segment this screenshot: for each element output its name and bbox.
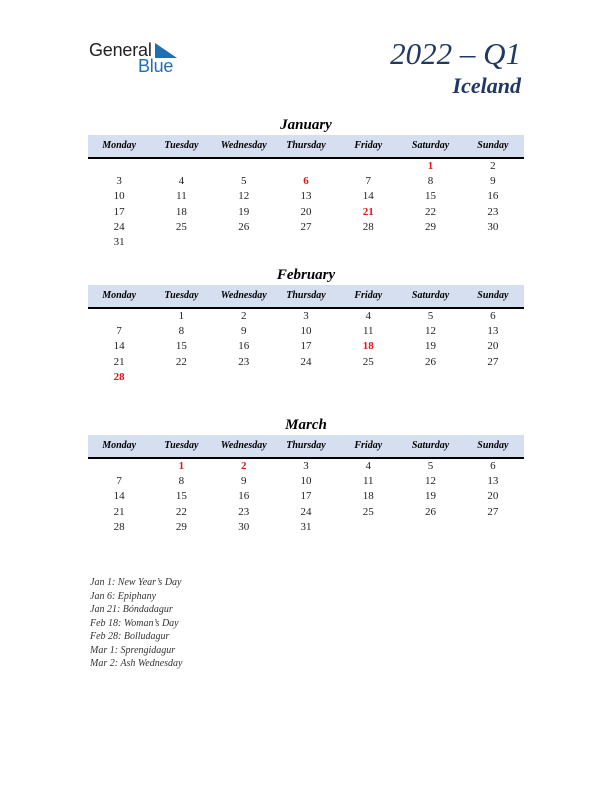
date-cell: 9 bbox=[240, 325, 247, 338]
weekday-header: Saturday bbox=[411, 290, 450, 301]
date-cell: 20 bbox=[487, 340, 499, 353]
weekday-header-row bbox=[88, 285, 524, 309]
date-cell: 9 bbox=[240, 475, 247, 488]
date-cell: 1 bbox=[178, 310, 185, 322]
date-cell: 3 bbox=[303, 310, 309, 322]
weekday-header: Wednesday bbox=[220, 140, 267, 151]
date-cell: 5 bbox=[240, 175, 247, 188]
holiday-note: Jan 21: Bóndadagur bbox=[90, 604, 173, 615]
month-march bbox=[88, 415, 524, 535]
week-row bbox=[88, 355, 524, 370]
date-cell bbox=[462, 370, 524, 385]
date-cell: 19 bbox=[238, 205, 250, 218]
date-cell: 18 bbox=[362, 490, 374, 503]
page-title: 2022 – Q1 bbox=[390, 36, 521, 71]
date-cell: 5 bbox=[427, 460, 434, 472]
date-cell: 7 bbox=[365, 175, 372, 188]
date-cell: 6 bbox=[490, 310, 496, 322]
date-cell: 10 bbox=[113, 190, 125, 203]
date-cell bbox=[88, 459, 150, 474]
date-cell: 13 bbox=[487, 325, 499, 338]
date-cell: 7 bbox=[116, 325, 122, 338]
date-cell: 29 bbox=[425, 220, 437, 233]
date-cell bbox=[462, 235, 524, 250]
logo-word-general: General bbox=[89, 40, 152, 60]
date-cell: 7 bbox=[116, 475, 122, 488]
date-cell: 12 bbox=[425, 325, 437, 338]
date-cell: 30 bbox=[238, 520, 250, 533]
date-cell: 22 bbox=[175, 355, 187, 368]
weekday-header: Sunday bbox=[477, 290, 509, 301]
weekday-header: Sunday bbox=[477, 440, 509, 451]
holiday-note: Mar 1: Sprengidagur bbox=[90, 644, 176, 656]
date-cell: 29 bbox=[175, 520, 187, 533]
holiday-notes bbox=[90, 576, 183, 671]
weekday-header: Monday bbox=[102, 140, 137, 151]
date-cell bbox=[213, 235, 275, 250]
date-cell: 25 bbox=[362, 505, 374, 518]
week-row bbox=[88, 520, 524, 535]
week-row bbox=[88, 235, 524, 250]
weekday-header: Sunday bbox=[477, 140, 509, 151]
month-january bbox=[88, 115, 524, 250]
week-row bbox=[88, 370, 524, 385]
date-cell: 15 bbox=[425, 190, 437, 203]
date-cell: 18 bbox=[175, 205, 187, 218]
date-cell: 14 bbox=[362, 190, 374, 203]
date-cell: 6 bbox=[490, 460, 496, 472]
weekday-header: Thursday bbox=[286, 440, 326, 451]
weekday-header: Saturday bbox=[411, 140, 450, 151]
weekday-header-row bbox=[88, 135, 524, 159]
week-row bbox=[88, 474, 524, 489]
date-cell bbox=[275, 159, 337, 174]
date-cell: 31 bbox=[113, 235, 125, 248]
date-cell: 13 bbox=[300, 190, 312, 203]
date-cell: 19 bbox=[425, 490, 437, 503]
date-cell bbox=[399, 235, 461, 250]
date-cell: 17 bbox=[113, 205, 125, 218]
date-cell: 4 bbox=[365, 310, 372, 322]
weekday-header: Thursday bbox=[286, 140, 326, 151]
date-cell: 14 bbox=[113, 340, 125, 353]
logo-word-blue: Blue bbox=[138, 56, 174, 76]
weekday-header: Wednesday bbox=[220, 440, 267, 451]
weekday-header: Tuesday bbox=[164, 290, 199, 301]
date-cell: 17 bbox=[300, 490, 312, 503]
date-cell: 27 bbox=[487, 355, 499, 368]
date-cell: 24 bbox=[300, 505, 312, 518]
week-row bbox=[88, 505, 524, 520]
holiday-date: 18 bbox=[362, 340, 374, 353]
date-cell: 2 bbox=[490, 160, 496, 172]
date-cell: 31 bbox=[300, 520, 312, 533]
week-row bbox=[88, 324, 524, 339]
date-cell: 8 bbox=[427, 175, 434, 188]
date-cell: 26 bbox=[425, 355, 437, 368]
weekday-header: Friday bbox=[354, 140, 383, 151]
date-cell: 30 bbox=[487, 220, 499, 233]
date-cell: 9 bbox=[490, 175, 496, 188]
date-cell: 11 bbox=[176, 190, 187, 203]
month-name: February bbox=[276, 267, 336, 283]
week-row bbox=[88, 339, 524, 354]
weekday-header: Saturday bbox=[411, 440, 450, 451]
date-cell: 11 bbox=[362, 475, 374, 488]
date-cell: 25 bbox=[362, 355, 374, 368]
date-cell: 16 bbox=[487, 190, 499, 203]
weekday-header: Tuesday bbox=[164, 140, 199, 151]
date-cell bbox=[150, 235, 212, 250]
date-cell: 8 bbox=[178, 325, 185, 338]
weekday-header-row bbox=[88, 435, 524, 459]
month-february bbox=[88, 265, 524, 385]
date-cell: 15 bbox=[175, 490, 187, 503]
holiday-note: Jan 6: Epiphany bbox=[90, 590, 157, 602]
date-cell bbox=[150, 370, 212, 385]
weekday-header: Monday bbox=[102, 290, 137, 301]
date-cell: 3 bbox=[303, 460, 309, 472]
date-cell: 4 bbox=[178, 175, 185, 188]
date-cell: 24 bbox=[300, 355, 312, 368]
date-cell: 8 bbox=[178, 475, 185, 488]
holiday-date: 1 bbox=[178, 460, 185, 472]
date-cell: 13 bbox=[487, 475, 499, 488]
holiday-note: Jan 1: New Year’s Day bbox=[90, 577, 182, 588]
week-row bbox=[88, 159, 524, 174]
holiday-date: 2 bbox=[240, 460, 247, 472]
holiday-note: Mar 2: Ash Wednesday bbox=[90, 658, 183, 669]
date-cell: 20 bbox=[487, 490, 499, 503]
date-cell bbox=[337, 159, 399, 174]
holiday-note: Feb 28: Bolludagur bbox=[90, 631, 170, 642]
holiday-date: 21 bbox=[362, 205, 374, 218]
month-name: March bbox=[285, 417, 327, 433]
weekday-header: Friday bbox=[354, 290, 383, 301]
date-cell: 21 bbox=[113, 505, 125, 518]
week-row bbox=[88, 205, 524, 220]
date-cell: 19 bbox=[425, 340, 437, 353]
date-cell bbox=[399, 370, 461, 385]
date-cell: 3 bbox=[116, 175, 122, 188]
date-cell: 12 bbox=[238, 190, 250, 203]
date-cell: 28 bbox=[113, 520, 125, 533]
holiday-date: 28 bbox=[113, 370, 125, 383]
date-cell: 22 bbox=[425, 205, 437, 218]
date-cell: 24 bbox=[113, 220, 125, 233]
date-cell: 23 bbox=[487, 205, 499, 218]
week-row bbox=[88, 220, 524, 235]
date-cell: 12 bbox=[425, 475, 437, 488]
date-cell: 23 bbox=[238, 355, 250, 368]
date-cell bbox=[213, 159, 275, 174]
date-cell: 15 bbox=[175, 340, 187, 353]
date-cell: 21 bbox=[113, 355, 125, 368]
date-cell bbox=[337, 235, 399, 250]
date-cell bbox=[275, 370, 337, 385]
weekday-header: Thursday bbox=[286, 290, 326, 301]
date-cell: 10 bbox=[300, 475, 312, 488]
date-cell: 26 bbox=[238, 220, 250, 233]
date-cell bbox=[150, 159, 212, 174]
date-cell: 28 bbox=[362, 220, 374, 233]
month-name: January bbox=[280, 117, 332, 133]
date-cell: 27 bbox=[300, 220, 312, 233]
date-cell: 5 bbox=[427, 310, 434, 322]
date-cell: 20 bbox=[300, 205, 312, 218]
date-cell: 25 bbox=[175, 220, 187, 233]
date-cell: 14 bbox=[113, 490, 125, 503]
date-cell bbox=[399, 520, 461, 535]
date-cell: 23 bbox=[238, 505, 250, 518]
date-cell bbox=[462, 520, 524, 535]
week-row bbox=[88, 309, 524, 324]
holiday-date: 6 bbox=[303, 175, 309, 188]
date-cell bbox=[275, 235, 337, 250]
weekday-header: Monday bbox=[102, 440, 137, 451]
date-cell bbox=[88, 159, 150, 174]
weekday-header: Friday bbox=[354, 440, 383, 451]
date-cell: 10 bbox=[300, 325, 312, 338]
date-cell: 22 bbox=[175, 505, 187, 518]
weekday-header: Wednesday bbox=[220, 290, 267, 301]
week-row bbox=[88, 459, 524, 474]
date-cell bbox=[213, 370, 275, 385]
country-subtitle: Iceland bbox=[452, 73, 521, 98]
date-cell bbox=[337, 370, 399, 385]
date-cell: 11 bbox=[362, 325, 374, 338]
weekday-header: Tuesday bbox=[164, 440, 199, 451]
date-cell: 26 bbox=[425, 505, 437, 518]
holiday-note: Feb 18: Woman’s Day bbox=[90, 617, 179, 629]
date-cell: 16 bbox=[238, 490, 250, 503]
logo bbox=[89, 40, 189, 76]
week-row bbox=[88, 174, 524, 189]
date-cell: 4 bbox=[365, 460, 372, 472]
date-cell: 17 bbox=[300, 340, 312, 353]
week-row bbox=[88, 489, 524, 504]
week-row bbox=[88, 189, 524, 204]
date-cell bbox=[337, 520, 399, 535]
date-cell: 16 bbox=[238, 340, 250, 353]
holiday-date: 1 bbox=[427, 160, 434, 172]
date-cell: 2 bbox=[240, 310, 247, 322]
date-cell: 27 bbox=[487, 505, 499, 518]
date-cell bbox=[88, 309, 150, 324]
